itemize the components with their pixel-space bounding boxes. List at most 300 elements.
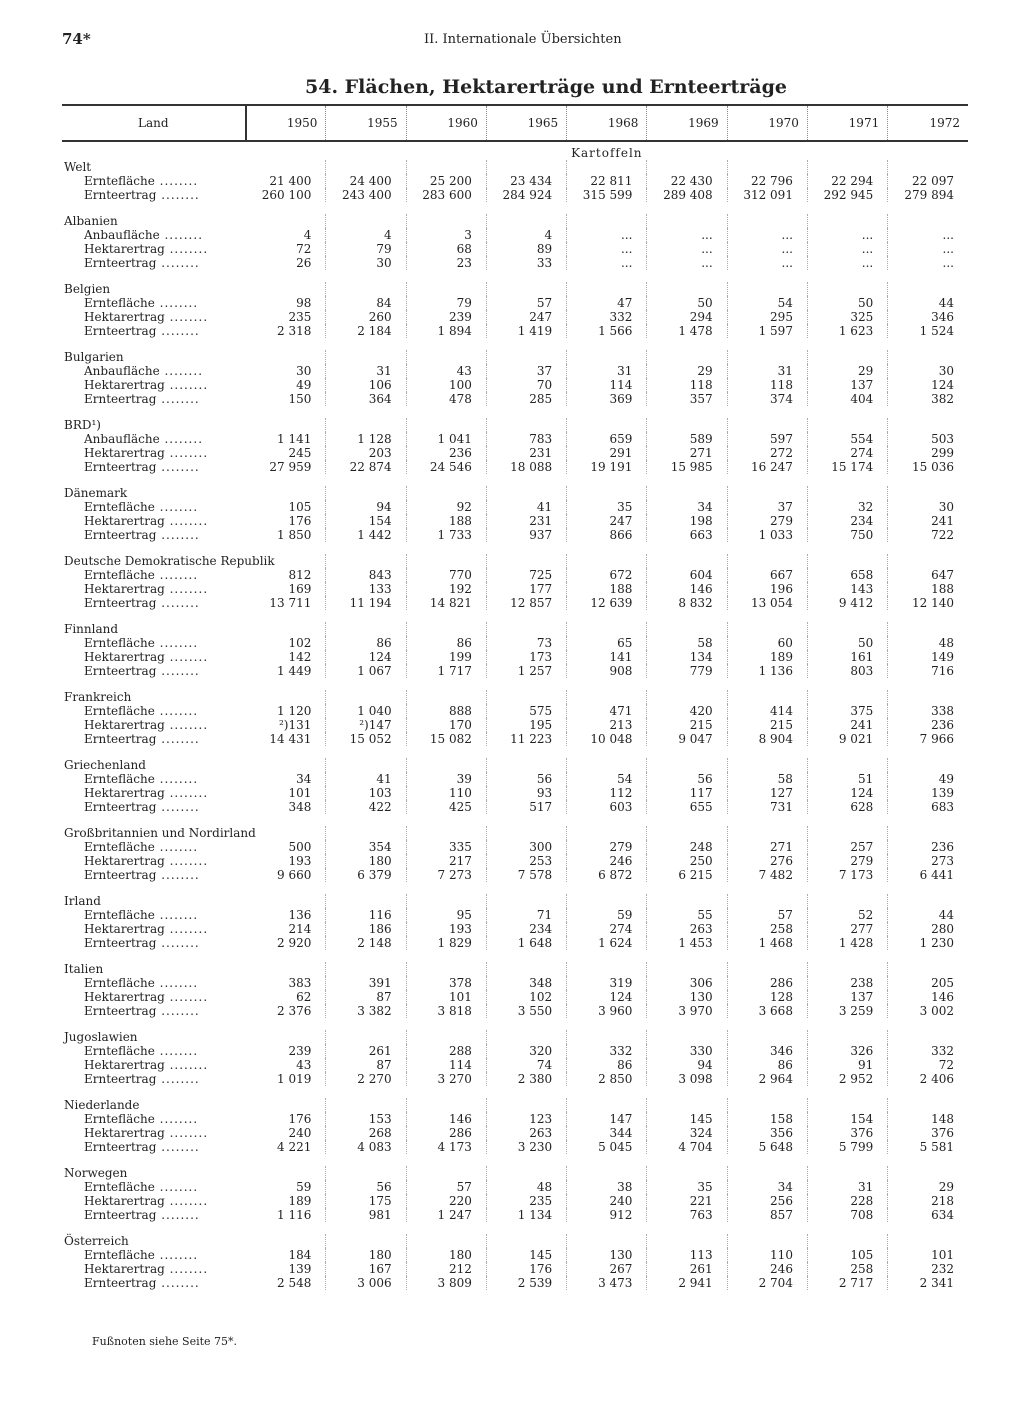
value-cell: 23 [406,256,486,270]
value-cell: 319 [567,976,647,990]
value-cell: 716 [888,664,968,678]
empty-value-cell [647,486,727,500]
value-cell: 173 [486,650,566,664]
table-row [62,1140,968,1154]
row-label: Hektarertrag ........ [84,1126,209,1140]
value-cell: 34 [727,1180,807,1194]
value-cell: 188 [406,514,486,528]
value-cell: ... [888,228,968,242]
value-cell: 118 [647,378,727,392]
value-cell: 199 [406,650,486,664]
value-cell: 414 [727,704,807,718]
table-row [62,1072,968,1086]
value-cell: ... [647,228,727,242]
empty-value-cell [246,486,326,500]
value-cell: 15 036 [888,460,968,474]
value-cell: 43 [406,364,486,378]
dot-leader: ........ [164,446,209,460]
value-cell: 260 100 [261,188,312,202]
group-spacer [62,270,968,282]
dot-leader: ........ [156,1276,200,1290]
value-cell: 3 382 [326,1004,406,1018]
value-cell: ... [727,256,807,270]
value-cell: 286 [727,976,807,990]
value-cell: 101 [288,786,312,800]
value-cell: 1 041 [406,432,486,446]
empty-value-cell [567,282,647,296]
table-row [62,174,968,188]
empty-value-cell [406,1234,486,1248]
value-cell: 30 [296,364,312,378]
value-cell: 812 [288,568,312,582]
row-label: Ernteertrag ........ [84,1004,200,1018]
value-cell: ... [807,256,887,270]
value-cell: 241 [888,514,968,528]
value-cell: 118 [727,378,807,392]
value-cell: 117 [647,786,727,800]
table-row [62,1058,968,1072]
empty-value-cell [567,1030,647,1044]
value-cell: 1 257 [486,664,566,678]
value-cell: ... [567,228,647,242]
value-cell: 158 [727,1112,807,1126]
value-cell: 22 097 [888,174,968,188]
value-cell: 51 [807,772,887,786]
value-cell: 180 [406,1248,486,1262]
empty-value-cell [486,894,566,908]
value-cell: 146 [647,582,727,596]
value-cell: 23 434 [486,174,566,188]
value-cell: 79 [406,296,486,310]
empty-value-cell [567,826,647,840]
value-cell: 1 033 [727,528,807,542]
table-row [62,256,968,270]
value-cell: 378 [406,976,486,990]
empty-value-cell [486,486,566,500]
value-cell: 2 184 [326,324,406,338]
value-cell: 37 [727,500,807,514]
dot-leader: ........ [154,704,199,718]
table-row [62,1126,968,1140]
value-cell: 7 966 [888,732,968,746]
value-cell: 1 442 [326,528,406,542]
table-row [62,772,968,786]
row-label: Ernteertrag ........ [84,460,200,474]
value-cell: 803 [807,664,887,678]
empty-value-cell [246,1098,326,1112]
table-row [62,324,968,338]
value-cell: 554 [807,432,887,446]
empty-value-cell [486,554,566,568]
value-cell: 31 [326,364,406,378]
row-label: Ernteertrag ........ [84,1208,200,1222]
value-cell: 243 400 [326,188,406,202]
row-label: Erntefläche ........ [84,704,199,718]
table-title: 54. Flächen, Hektarerträge und Ernteerträge [305,76,787,98]
table-row [62,1276,968,1290]
table-row [62,568,968,582]
value-cell: 193 [406,922,486,936]
value-cell: 1 449 [277,664,312,678]
value-cell: 288 [406,1044,486,1058]
group-spacer [62,202,968,214]
value-cell: 779 [647,664,727,678]
value-cell: 11 194 [326,596,406,610]
table-row [62,528,968,542]
value-cell: 667 [727,568,807,582]
empty-value-cell [567,1166,647,1180]
value-cell: 145 [486,1248,566,1262]
value-cell: 236 [888,840,968,854]
empty-value-cell [406,160,486,174]
value-cell: 374 [727,392,807,406]
row-label: Ernteertrag ........ [84,392,200,406]
row-label: Ernteertrag ........ [84,1072,200,1086]
value-cell: 95 [406,908,486,922]
value-cell: 253 [486,854,566,868]
value-cell: 1 230 [888,936,968,950]
dot-leader: ........ [156,1004,200,1018]
value-cell: 106 [326,378,406,392]
page-header [62,30,972,54]
value-cell: 273 [888,854,968,868]
empty-value-cell [326,962,406,976]
table-row [62,636,968,650]
table-row [62,446,968,460]
value-cell: 7 578 [486,868,566,882]
value-cell: 58 [647,636,727,650]
value-cell: 517 [486,800,566,814]
table-row [62,650,968,664]
row-label: Hektarertrag ........ [84,990,209,1004]
group-spacer-cell [62,950,968,962]
value-cell: 338 [888,704,968,718]
empty-value-cell [727,1030,807,1044]
empty-value-cell [246,350,326,364]
value-cell: 1 624 [567,936,647,950]
value-cell: 1 419 [486,324,566,338]
empty-value-cell [888,160,968,174]
value-cell: 48 [888,636,968,650]
empty-value-cell [727,554,807,568]
value-cell: 203 [326,446,406,460]
value-cell: 3 473 [567,1276,647,1290]
value-cell: 170 [406,718,486,732]
empty-value-cell [567,214,647,228]
empty-value-cell [406,894,486,908]
group-spacer [62,1154,968,1166]
value-cell: 271 [647,446,727,460]
empty-value-cell [647,1234,727,1248]
value-cell: 31 [727,364,807,378]
empty-value-cell [888,826,968,840]
empty-value-cell [326,1234,406,1248]
value-cell: 1 524 [888,324,968,338]
value-cell: 4 704 [647,1140,727,1154]
row-label: Erntefläche ........ [84,908,199,922]
value-cell: ²)131 [278,718,312,732]
value-cell: 659 [567,432,647,446]
value-cell: 38 [567,1180,647,1194]
table-row [62,392,968,406]
empty-value-cell [406,622,486,636]
value-cell: 112 [567,786,647,800]
value-cell: 12 857 [486,596,566,610]
value-cell: 286 [406,1126,486,1140]
value-cell: 2 376 [277,1004,312,1018]
value-cell: 1 717 [406,664,486,678]
empty-value-cell [888,1098,968,1112]
empty-value-cell [326,1098,406,1112]
dot-leader: ........ [154,296,199,310]
value-cell: ²)147 [326,718,406,732]
value-cell: 937 [486,528,566,542]
value-cell: 231 [486,514,566,528]
dot-leader: ........ [164,514,209,528]
value-cell: 257 [807,840,887,854]
row-label: Ernteertrag ........ [84,800,200,814]
group-spacer-cell [62,746,968,758]
empty-value-cell [486,418,566,432]
empty-value-cell [326,758,406,772]
value-cell: 54 [567,772,647,786]
empty-value-cell [406,690,486,704]
value-cell: 93 [486,786,566,800]
empty-value-cell [567,486,647,500]
value-cell: 57 [486,296,566,310]
group-spacer-cell [62,610,968,622]
value-cell: ... [727,228,807,242]
value-cell: 232 [888,1262,968,1276]
empty-value-cell [406,826,486,840]
empty-value-cell [727,826,807,840]
empty-value-cell [727,160,807,174]
empty-value-cell [486,690,566,704]
row-label: Erntefläche ........ [84,1180,199,1194]
value-cell: ... [567,256,647,270]
empty-value-cell [326,486,406,500]
value-cell: 3 550 [486,1004,566,1018]
empty-value-cell [567,758,647,772]
table-row [62,854,968,868]
empty-value-cell [807,690,887,704]
value-cell: 888 [406,704,486,718]
value-cell: 1 136 [727,664,807,678]
empty-value-cell [326,622,406,636]
value-cell: 55 [647,908,727,922]
value-cell: 57 [406,1180,486,1194]
country-name: BRD¹) [64,418,101,432]
value-cell: 21 400 [269,174,312,188]
value-cell: 49 [888,772,968,786]
value-cell: 49 [296,378,312,392]
country-name: Deutsche Demokratische Republik [64,554,275,568]
dot-leader: ........ [164,242,209,256]
value-cell: 357 [647,392,727,406]
value-cell: 256 [727,1194,807,1208]
empty-value-cell [406,554,486,568]
empty-value-cell [807,554,887,568]
empty-value-cell [486,350,566,364]
empty-value-cell [807,622,887,636]
dot-leader: ........ [154,1112,199,1126]
empty-value-cell [246,758,326,772]
value-cell: 24 546 [406,460,486,474]
empty-value-cell [807,826,887,840]
value-cell: 1 453 [647,936,727,950]
value-cell: 57 [727,908,807,922]
value-cell: 2 341 [888,1276,968,1290]
empty-value-cell [406,1098,486,1112]
value-cell: 196 [727,582,807,596]
row-label: Hektarertrag ........ [84,718,209,732]
value-cell: 263 [647,922,727,936]
row-label: Ernteertrag ........ [84,868,200,882]
value-cell: 193 [288,854,312,868]
value-cell: 1 623 [807,324,887,338]
empty-value-cell [246,690,326,704]
value-cell: 19 191 [567,460,647,474]
value-cell: ... [807,242,887,256]
dot-leader: ........ [156,256,200,270]
value-cell: 143 [807,582,887,596]
value-cell: 110 [727,1248,807,1262]
value-cell: 114 [406,1058,486,1072]
row-label: Erntefläche ........ [84,500,199,514]
dot-leader: ........ [156,392,200,406]
value-cell: ... [888,242,968,256]
group-spacer [62,678,968,690]
value-cell: 137 [807,378,887,392]
empty-value-cell [647,1166,727,1180]
dot-leader: ........ [156,528,200,542]
value-cell: 289 408 [647,188,727,202]
dot-leader: ........ [156,732,200,746]
value-cell: 34 [296,772,312,786]
group-spacer [62,1222,968,1234]
value-cell: 123 [486,1112,566,1126]
value-cell: 364 [326,392,406,406]
value-cell: 195 [486,718,566,732]
dot-leader: ........ [156,460,200,474]
dot-leader: ........ [156,1140,200,1154]
row-label: Hektarertrag ........ [84,1194,209,1208]
value-cell: 34 [647,500,727,514]
country-row [62,350,968,364]
value-cell: 2 548 [277,1276,312,1290]
value-cell: 124 [567,990,647,1004]
value-cell: 154 [807,1112,887,1126]
table-row [62,188,968,202]
value-cell: 354 [326,840,406,854]
value-cell: 167 [326,1262,406,1276]
value-cell: 2 406 [888,1072,968,1086]
country-row [62,160,968,174]
value-cell: 180 [326,1248,406,1262]
value-cell: 13 711 [269,596,312,610]
value-cell: 59 [567,908,647,922]
value-cell: 235 [288,310,312,324]
country-name: Welt [64,160,92,174]
value-cell: 267 [567,1262,647,1276]
empty-value-cell [567,350,647,364]
empty-value-cell [807,894,887,908]
value-cell: 137 [807,990,887,1004]
value-cell: 1 040 [326,704,406,718]
value-cell: 2 539 [486,1276,566,1290]
year-column-header: 1969 [647,105,727,141]
value-cell: 214 [288,922,312,936]
country-row [62,214,968,228]
value-cell: 1 067 [326,664,406,678]
empty-value-cell [567,1234,647,1248]
value-cell: 271 [727,840,807,854]
value-cell: 72 [296,242,312,256]
country-name: Frankreich [64,690,132,704]
dot-leader: ........ [164,854,209,868]
country-row [62,894,968,908]
value-cell: 4 [326,228,406,242]
empty-value-cell [246,282,326,296]
value-cell: 86 [406,636,486,650]
value-cell: 258 [807,1262,887,1276]
value-cell: 92 [406,500,486,514]
value-cell: 30 [888,500,968,514]
row-label: Hektarertrag ........ [84,378,209,392]
value-cell: ... [647,256,727,270]
empty-value-cell [486,1234,566,1248]
crop-subheader-row [62,141,968,160]
empty-value-cell [727,962,807,976]
country-name: Bulgarien [64,350,124,364]
country-row [62,690,968,704]
value-cell: 268 [326,1126,406,1140]
empty-value-cell [727,1166,807,1180]
year-column-header: 1955 [326,105,406,141]
empty-value-cell [326,418,406,432]
value-cell: 87 [326,1058,406,1072]
year-column-header: 1971 [807,105,887,141]
value-cell: 356 [727,1126,807,1140]
value-cell: 87 [326,990,406,1004]
empty-value-cell [647,214,727,228]
value-cell: 124 [807,786,887,800]
row-label: Erntefläche ........ [84,840,199,854]
value-cell: 15 985 [647,460,727,474]
row-label: Erntefläche ........ [84,568,199,582]
value-cell: 376 [807,1126,887,1140]
empty-value-cell [647,418,727,432]
table-row [62,1194,968,1208]
value-cell: 73 [486,636,566,650]
row-label: Erntefläche ........ [84,772,199,786]
table-row [62,786,968,800]
row-label: Erntefläche ........ [84,296,199,310]
dot-leader: ........ [159,432,204,446]
value-cell: 15 052 [326,732,406,746]
value-cell: 228 [807,1194,887,1208]
value-cell: 56 [647,772,727,786]
footnote: Fußnoten siehe Seite 75*. [92,1335,238,1348]
value-cell: 241 [807,718,887,732]
empty-value-cell [246,1030,326,1044]
empty-value-cell [486,1098,566,1112]
table-row [62,936,968,950]
value-cell: 72 [888,1058,968,1072]
dot-leader: ........ [164,1262,209,1276]
country-row [62,1234,968,1248]
value-cell: 133 [326,582,406,596]
